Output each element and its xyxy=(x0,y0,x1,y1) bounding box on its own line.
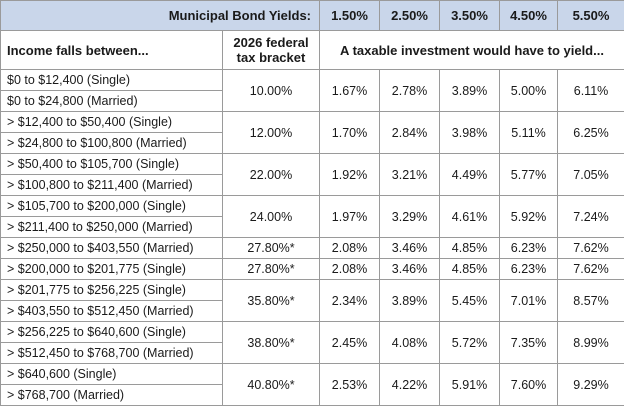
taxable-yield-cell: 2.78% xyxy=(380,70,440,112)
bracket-header-line: 2026 federal xyxy=(233,35,309,50)
taxable-yield-cell: 3.46% xyxy=(380,238,440,259)
taxable-yield-cell: 3.89% xyxy=(380,280,440,322)
taxable-yield-cell: 5.72% xyxy=(440,322,500,364)
income-range-cell: > $105,700 to $200,000 (Single) xyxy=(1,196,223,217)
income-range-cell: > $256,225 to $640,600 (Single) xyxy=(1,322,223,343)
taxable-yield-cell: 7.62% xyxy=(558,238,624,259)
taxable-yield-cell: 8.57% xyxy=(558,280,624,322)
taxable-yield-cell: 2.84% xyxy=(380,112,440,154)
income-range-cell: > $200,000 to $201,775 (Single) xyxy=(1,259,223,280)
muni-yield-rate: 2.50% xyxy=(380,1,440,31)
table-row xyxy=(1,70,624,91)
taxable-yield-cell: 3.29% xyxy=(380,196,440,238)
tax-bracket-cell: 24.00% xyxy=(223,196,320,238)
taxable-yield-cell: 8.99% xyxy=(558,322,624,364)
income-column-header: Income falls between... xyxy=(1,31,223,70)
table-row xyxy=(1,112,624,133)
taxable-yield-cell: 3.89% xyxy=(440,70,500,112)
taxable-yield-cell: 2.45% xyxy=(320,322,380,364)
taxable-yield-cell: 7.62% xyxy=(558,259,624,280)
bracket-column-header xyxy=(223,31,320,70)
table-row xyxy=(1,364,624,385)
muni-yield-rate: 4.50% xyxy=(500,1,558,31)
taxable-yield-cell: 3.98% xyxy=(440,112,500,154)
taxable-yield-cell: 4.49% xyxy=(440,154,500,196)
tax-bracket-cell: 27.80%* xyxy=(223,238,320,259)
taxable-yield-cell: 4.08% xyxy=(380,322,440,364)
tax-bracket-cell: 22.00% xyxy=(223,154,320,196)
taxable-yield-cell: 2.08% xyxy=(320,238,380,259)
muni-yield-rate: 3.50% xyxy=(440,1,500,31)
income-range-cell: > $100,800 to $211,400 (Married) xyxy=(1,175,223,196)
taxable-yield-cell: 4.85% xyxy=(440,259,500,280)
taxable-yield-cell: 4.61% xyxy=(440,196,500,238)
taxable-yield-cell: 6.11% xyxy=(558,70,624,112)
taxable-yield-cell: 6.25% xyxy=(558,112,624,154)
taxable-yield-cell: 7.60% xyxy=(500,364,558,406)
taxable-yield-cell: 9.29% xyxy=(558,364,624,406)
income-range-cell: > $201,775 to $256,225 (Single) xyxy=(1,280,223,301)
tax-bracket-cell: 10.00% xyxy=(223,70,320,112)
taxable-yield-cell: 2.53% xyxy=(320,364,380,406)
taxable-yield-cell: 6.23% xyxy=(500,238,558,259)
muni-yield-rate: 5.50% xyxy=(558,1,624,31)
taxable-yield-cell: 3.21% xyxy=(380,154,440,196)
taxable-yield-column-header: A taxable investment would have to yield... xyxy=(320,31,624,70)
table-row xyxy=(1,280,624,301)
tax-bracket-cell: 35.80%* xyxy=(223,280,320,322)
table-row xyxy=(1,322,624,343)
muni-yield-header-row xyxy=(1,1,624,31)
taxable-yield-cell: 6.23% xyxy=(500,259,558,280)
taxable-yield-cell: 1.92% xyxy=(320,154,380,196)
table-row xyxy=(1,154,624,175)
taxable-yield-cell: 5.45% xyxy=(440,280,500,322)
muni-yield-label: Municipal Bond Yields: xyxy=(1,1,320,31)
taxable-yield-cell: 1.67% xyxy=(320,70,380,112)
income-range-cell: > $768,700 (Married) xyxy=(1,385,223,406)
taxable-yield-cell: 5.00% xyxy=(500,70,558,112)
table-row xyxy=(1,196,624,217)
income-range-cell: > $211,400 to $250,000 (Married) xyxy=(1,217,223,238)
taxable-yield-cell: 5.11% xyxy=(500,112,558,154)
taxable-yield-cell: 7.24% xyxy=(558,196,624,238)
income-range-cell: > $640,600 (Single) xyxy=(1,364,223,385)
income-range-cell: > $512,450 to $768,700 (Married) xyxy=(1,343,223,364)
income-range-cell: > $24,800 to $100,800 (Married) xyxy=(1,133,223,154)
taxable-yield-cell: 7.01% xyxy=(500,280,558,322)
income-range-cell: > $403,550 to $512,450 (Married) xyxy=(1,301,223,322)
tax-bracket-cell: 40.80%* xyxy=(223,364,320,406)
table-row xyxy=(1,259,624,280)
table-row xyxy=(1,238,624,259)
income-range-cell: $0 to $24,800 (Married) xyxy=(1,91,223,112)
income-range-cell: > $50,400 to $105,700 (Single) xyxy=(1,154,223,175)
taxable-yield-cell: 1.97% xyxy=(320,196,380,238)
income-range-cell: $0 to $12,400 (Single) xyxy=(1,70,223,91)
taxable-yield-cell: 5.77% xyxy=(500,154,558,196)
tax-bracket-cell: 12.00% xyxy=(223,112,320,154)
bracket-header-line: tax bracket xyxy=(236,50,306,65)
income-range-cell: > $12,400 to $50,400 (Single) xyxy=(1,112,223,133)
income-range-cell: > $250,000 to $403,550 (Married) xyxy=(1,238,223,259)
taxable-yield-cell: 5.91% xyxy=(440,364,500,406)
taxable-yield-cell: 4.22% xyxy=(380,364,440,406)
taxable-yield-cell: 7.05% xyxy=(558,154,624,196)
tax-bracket-cell: 27.80%* xyxy=(223,259,320,280)
column-header-row xyxy=(1,31,624,70)
tax-bracket-cell: 38.80%* xyxy=(223,322,320,364)
taxable-yield-cell: 5.92% xyxy=(500,196,558,238)
taxable-yield-cell: 2.34% xyxy=(320,280,380,322)
taxable-yield-cell: 1.70% xyxy=(320,112,380,154)
muni-yield-rate: 1.50% xyxy=(320,1,380,31)
taxable-yield-cell: 7.35% xyxy=(500,322,558,364)
taxable-yield-cell: 4.85% xyxy=(440,238,500,259)
taxable-yield-cell: 2.08% xyxy=(320,259,380,280)
taxable-yield-cell: 3.46% xyxy=(380,259,440,280)
